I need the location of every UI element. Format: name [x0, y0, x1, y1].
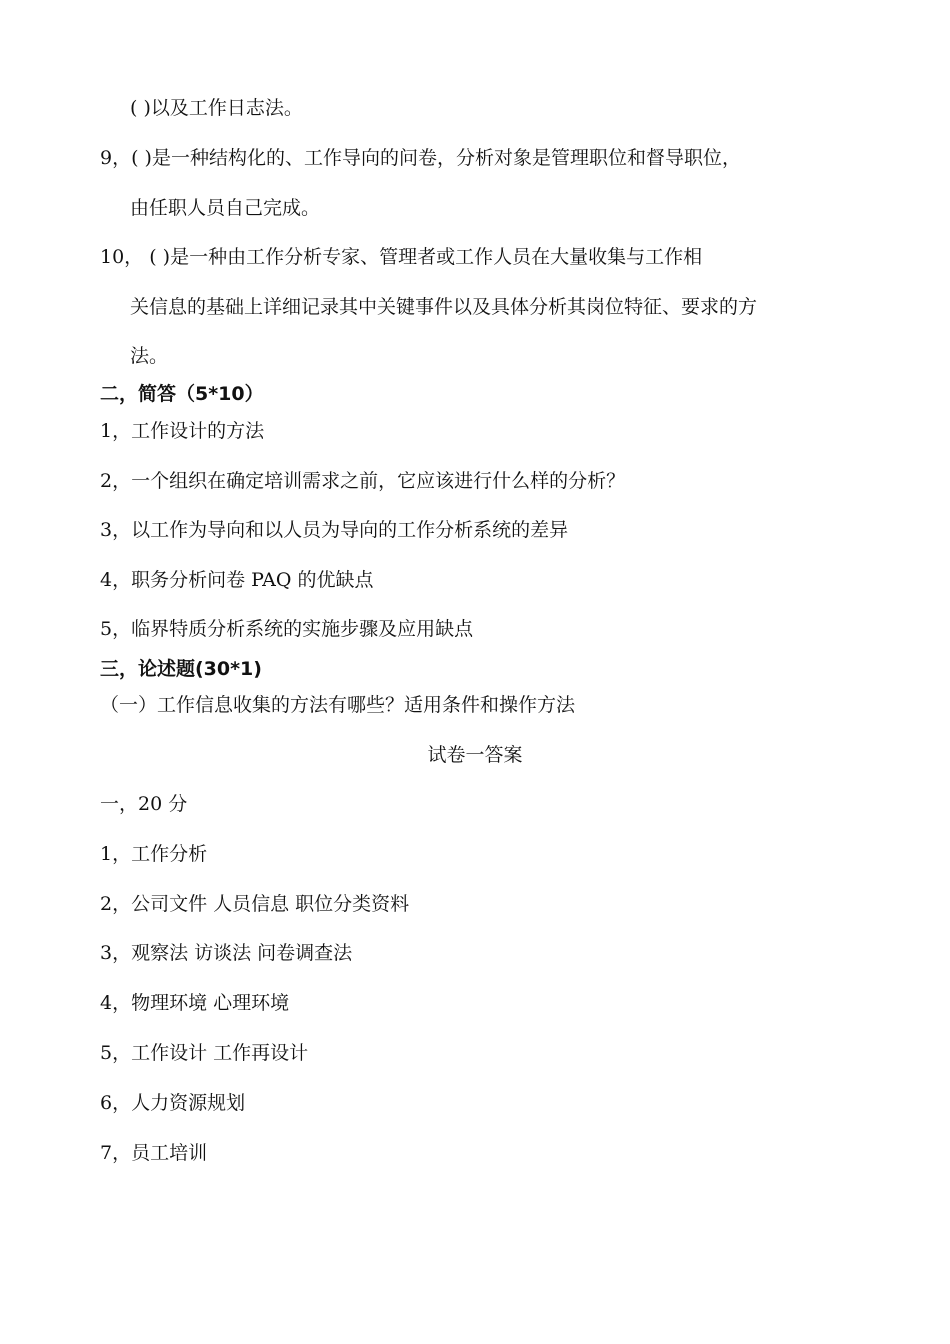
answer-item: 6，人力资源规划 [100, 1092, 246, 1114]
answers-title: 试卷一答案 [427, 744, 523, 766]
answer-item: 5，工作设计 工作再设计 [100, 1042, 309, 1064]
short-answer-item: 3，以工作为导向和以人员为导向的工作分析系统的差异 [100, 519, 569, 541]
answers-section: 一，20 分 [100, 793, 188, 815]
answer-item: 2，公司文件 人员信息 职位分类资料 [100, 893, 410, 915]
q10-line-2: 关信息的基础上详细记录其中关键事件以及具体分析其岗位特征、要求的方 [130, 296, 758, 318]
short-answer-item: 2，一个组织在确定培训需求之前，它应该进行什么样的分析？ [100, 470, 626, 492]
answer-item: 1，工作分析 [100, 843, 208, 865]
q9-line-1: 9，( )是一种结构化的、工作导向的问卷，分析对象是管理职位和督导职位， [100, 147, 741, 169]
short-answer-item: 4，职务分析问卷 PAQ 的优缺点 [100, 569, 374, 591]
short-answer-heading: 二，简答（5*10） [100, 383, 264, 405]
q8-tail: ( )以及工作日志法。 [130, 97, 303, 119]
essay-item: （一）工作信息收集的方法有哪些？适用条件和操作方法 [100, 694, 576, 716]
short-answer-item: 5，临界特质分析系统的实施步骤及应用缺点 [100, 618, 474, 640]
essay-heading: 三，论述题(30*1) [100, 658, 262, 680]
q10-line-3: 法。 [130, 345, 169, 367]
q10-line-1: 10， ( )是一种由工作分析专家、管理者或工作人员在大量收集与工作相 [100, 246, 703, 268]
answer-item: 7，员工培训 [100, 1142, 208, 1164]
short-answer-item: 1，工作设计的方法 [100, 420, 265, 442]
q9-line-2: 由任职人员自己完成。 [130, 197, 321, 219]
answer-item: 4，物理环境 心理环境 [100, 992, 290, 1014]
answer-item: 3，观察法 访谈法 问卷调查法 [100, 942, 353, 964]
